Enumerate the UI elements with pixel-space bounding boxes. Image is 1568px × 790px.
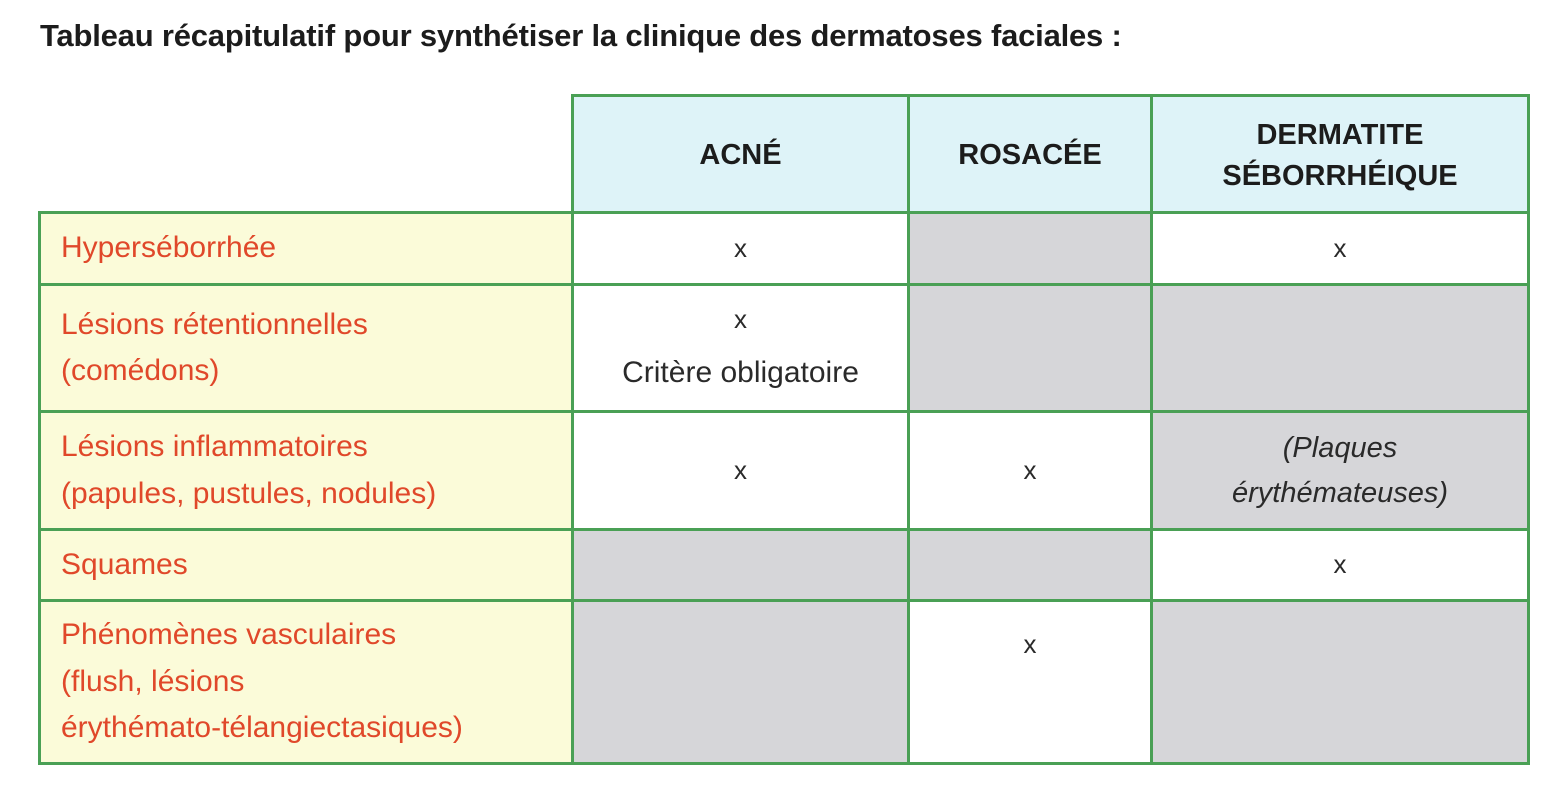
column-header-dermatite-line1: DERMATITE <box>1256 118 1424 151</box>
cell-hyperseborrhee-rosacee <box>907 211 1150 283</box>
column-header-dermatite <box>1150 94 1530 214</box>
cell-vasculaires-rosacee <box>907 599 1150 765</box>
row-label-text: Hyperséborrhée <box>61 231 277 265</box>
cell-inflammatoires-rosacee <box>907 410 1150 528</box>
cell-vasculaires-acne <box>571 599 907 765</box>
cell-hyperseborrhee-acne <box>571 211 907 283</box>
row-label-subtext: (papules, pustules, nodules) <box>61 476 437 510</box>
cell-squames-dermatite <box>1150 528 1530 599</box>
cell-mark: x <box>734 303 747 334</box>
cell-note-line1: (Plaques <box>1282 431 1398 464</box>
cell-inflammatoires-dermatite <box>1150 410 1530 528</box>
row-label-subtext: (comédons) <box>61 354 220 387</box>
cell-inflammatoires-acne <box>571 410 907 528</box>
row-label-hyperseborrhee <box>38 211 571 283</box>
row-label-subtext: (flush, lésions <box>61 664 245 698</box>
column-header-dermatite-line2: SÉBORRHÉIQUE <box>1222 159 1458 192</box>
cell-mark: x <box>1023 454 1037 485</box>
row-label-squames <box>38 528 571 599</box>
cell-note-line2: érythémateuses) <box>1232 476 1448 509</box>
cell-hyperseborrhee-dermatite <box>1150 211 1530 283</box>
cell-mark: x <box>1333 232 1347 263</box>
column-header-rosacee <box>907 94 1150 214</box>
row-label-phenomenes-vasculaires <box>38 599 571 765</box>
cell-mark: x <box>734 232 747 263</box>
column-header-acne-label: ACNÉ <box>699 139 782 172</box>
cell-mark: x <box>734 454 747 485</box>
row-label-text: Lésions inflammatoires <box>61 430 368 463</box>
cell-squames-rosacee <box>907 528 1150 599</box>
page-title: Tableau récapitulatif pour synthétiser la clinique des dermatoses faciales : <box>40 18 1122 53</box>
column-header-rosacee-label: ROSACÉE <box>958 139 1102 172</box>
cell-retentionnelles-rosacee <box>907 283 1150 410</box>
row-label-text: Phénomènes vasculaires <box>61 618 397 652</box>
column-header-acne <box>571 94 907 214</box>
row-label-lesions-retentionnelles <box>38 283 571 410</box>
row-label-subtext: érythémato-télangiectasiques) <box>61 711 463 745</box>
cell-mark: x <box>1333 549 1347 580</box>
cell-vasculaires-dermatite <box>1150 599 1530 765</box>
row-label-lesions-inflammatoires <box>38 410 571 528</box>
row-label-text: Lésions rétentionnelles <box>61 307 368 341</box>
cell-retentionnelles-dermatite <box>1150 283 1530 410</box>
cell-retentionnelles-acne <box>571 283 907 410</box>
row-label-text: Squames <box>61 547 188 581</box>
cell-squames-acne <box>571 528 907 599</box>
cell-mark: x <box>1023 629 1037 659</box>
cell-note: Critère obligatoire <box>622 356 859 390</box>
